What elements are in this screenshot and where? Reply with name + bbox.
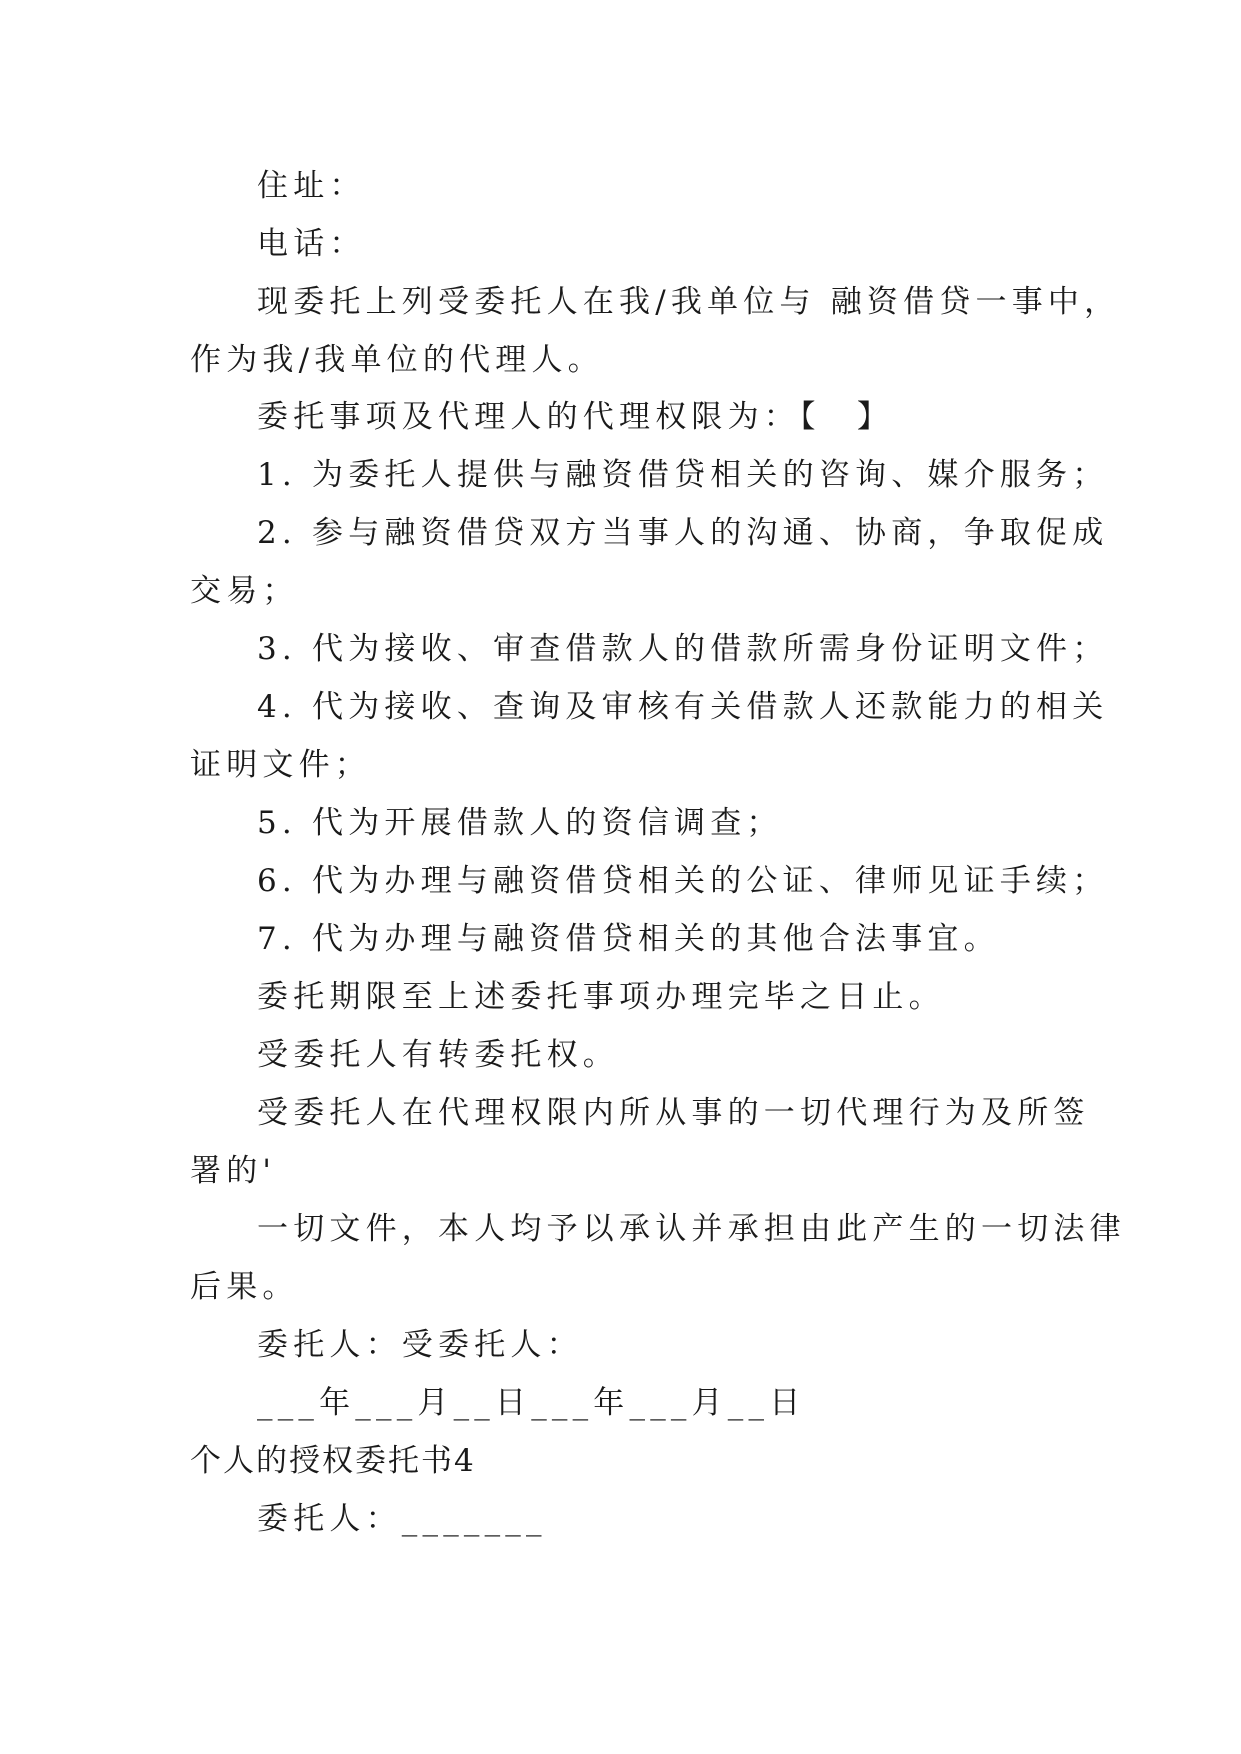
date-blanks: ___年___月__日___年___月__日 <box>257 1385 806 1421</box>
list-item: 6. 代为办理与融资借贷相关的公证、律师见证手续； <box>257 863 1109 899</box>
list-item: 4. 代为接收、查询及审核有关借款人还款能力的相关 <box>257 689 1109 725</box>
list-item: 证明文件； <box>190 747 371 783</box>
list-item: 1. 为委托人提供与融资借贷相关的咨询、媒介服务； <box>257 457 1109 493</box>
paragraph-line: 受委托人在代理权限内所从事的一切代理行为及所签 <box>257 1095 1090 1131</box>
paragraph-line: 现委托上列受委托人在我/我单位与 融资借贷一事中， <box>257 284 1121 320</box>
list-item: 7. 代为办理与融资借贷相关的其他合法事宜。 <box>257 921 1000 957</box>
section-title: 个人的授权委托书4 <box>190 1443 476 1479</box>
list-item: 2. 参与融资借贷双方当事人的沟通、协商，争取促成 <box>257 515 1109 551</box>
paragraph-line: 委托事项及代理人的代理权限为：【 】 <box>257 399 894 435</box>
paragraph-line: 委托期限至上述委托事项办理完毕之日止。 <box>257 979 945 1015</box>
paragraph-line: 一切文件，本人均予以承认并承担由此产生的一切法律 <box>257 1211 1126 1247</box>
address-label: 住址： <box>257 168 366 204</box>
paragraph-line: 署的' <box>190 1153 277 1189</box>
paragraph-line: 作为我/我单位的代理人。 <box>190 342 604 378</box>
paragraph-line: 受委托人有转委托权。 <box>257 1037 619 1073</box>
list-item: 3. 代为接收、审查借款人的借款所需身份证明文件； <box>257 631 1109 667</box>
principal-field: 委托人：_______ <box>257 1501 547 1537</box>
list-item: 5. 代为开展借款人的资信调查； <box>257 805 783 841</box>
phone-label: 电话： <box>257 226 366 262</box>
paragraph-line: 后果。 <box>190 1269 299 1305</box>
signature-labels: 委托人：受委托人： <box>257 1327 583 1363</box>
list-item: 交易； <box>190 573 299 609</box>
